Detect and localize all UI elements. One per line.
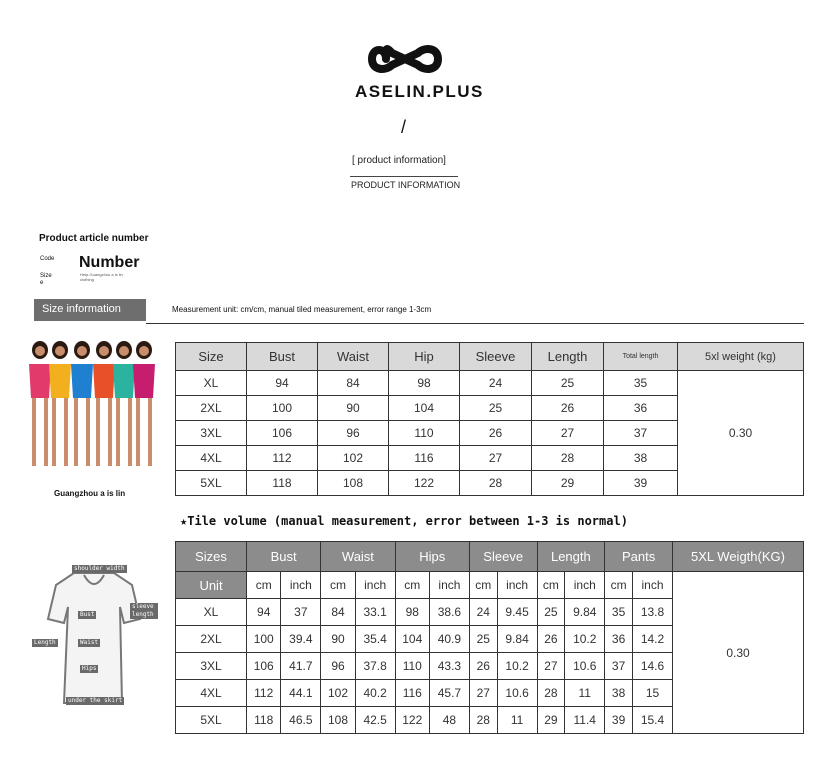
table-cell: 110: [395, 653, 429, 680]
table-cell: 25: [537, 599, 565, 626]
unit-cell: inch: [497, 572, 537, 599]
models-photo: [26, 336, 166, 476]
table-cell: 98: [395, 599, 429, 626]
brand-name: ASELIN.PLUS: [355, 82, 484, 101]
table-cell: 84: [321, 599, 355, 626]
size-label: Size e: [40, 273, 52, 286]
table-cell: 29: [537, 707, 565, 734]
table-cell: 5XL: [176, 471, 247, 496]
table-cell: 40.2: [355, 680, 395, 707]
table-cell: 38: [605, 680, 633, 707]
header-cell: Hip: [389, 343, 460, 371]
table-cell: 25: [532, 371, 604, 396]
table-cell: 36: [605, 626, 633, 653]
table-cell: 110: [389, 421, 460, 446]
table-cell: 104: [389, 396, 460, 421]
label-bust: Bust: [80, 611, 95, 618]
table-cell: 102: [321, 680, 355, 707]
table-cell: 37: [604, 421, 678, 446]
table-cell: 37.8: [355, 653, 395, 680]
table-cell: 28: [469, 707, 497, 734]
table-cell: 9.45: [497, 599, 537, 626]
table-cell: 106: [247, 653, 281, 680]
product-info-upper: PRODUCT INFORMATION: [351, 180, 461, 190]
table-cell: 24: [460, 371, 532, 396]
unit-cell: cm: [247, 572, 281, 599]
table-cell: 10.6: [497, 680, 537, 707]
table-cell: 122: [395, 707, 429, 734]
table-cell: 27: [532, 421, 604, 446]
model-figure: [113, 341, 135, 466]
code-label: Code: [40, 256, 55, 262]
table-cell: 28: [460, 471, 532, 496]
table-cell: 26: [537, 626, 565, 653]
table-cell: 84: [318, 371, 389, 396]
table-cell: 98: [389, 371, 460, 396]
table-cell: 25: [460, 396, 532, 421]
table-cell: 40.9: [429, 626, 469, 653]
divider: [350, 176, 458, 177]
model-figure: [71, 341, 93, 466]
unit-cell: cm: [469, 572, 497, 599]
header-cell: Sleeve: [469, 542, 537, 572]
header-cell: Total length: [604, 343, 678, 371]
header-cell: Waist: [321, 542, 395, 572]
header-cell: Sizes: [176, 542, 247, 572]
table-cell: 94: [247, 599, 281, 626]
table-cell: 35: [605, 599, 633, 626]
size-info-label: Size information: [34, 299, 146, 321]
table-cell: 14.6: [633, 653, 673, 680]
table-cell: 26: [469, 653, 497, 680]
unit-row: [176, 572, 804, 599]
table-cell: 90: [321, 626, 355, 653]
table-cell: 10.6: [565, 653, 605, 680]
weight-cell: 0.30: [673, 572, 804, 734]
table-cell: 112: [247, 680, 281, 707]
table-cell: 13.8: [633, 599, 673, 626]
table-cell: XL: [176, 371, 247, 396]
model-figure: [93, 341, 115, 466]
infinity-logo-icon: [366, 40, 444, 78]
label-length: Length: [34, 639, 56, 646]
table-cell: 24: [469, 599, 497, 626]
table-cell: 29: [532, 471, 604, 496]
table-cell: 26: [460, 421, 532, 446]
table-cell: 108: [318, 471, 389, 496]
table-cell: 116: [389, 446, 460, 471]
table-cell: 90: [318, 396, 389, 421]
table-cell: 102: [318, 446, 389, 471]
header-cell: Bust: [247, 343, 318, 371]
table-cell: 2XL: [176, 396, 247, 421]
divider: [146, 323, 804, 324]
model-figure: [29, 341, 51, 466]
table-cell: 28: [532, 446, 604, 471]
size-table-1: [175, 342, 804, 496]
table-cell: 96: [318, 421, 389, 446]
label-hips: Hips: [82, 665, 97, 672]
brand-slash: /: [401, 117, 407, 137]
table-cell: 25: [469, 626, 497, 653]
table-cell: 35.4: [355, 626, 395, 653]
table-cell: 36: [604, 396, 678, 421]
measurement-diagram: [22, 563, 166, 713]
table-row: [176, 371, 804, 396]
table-cell: 41.7: [281, 653, 321, 680]
dress-outline-icon: [22, 563, 166, 713]
table-cell: 2XL: [176, 626, 247, 653]
table-cell: 26: [532, 396, 604, 421]
table-cell: 38.6: [429, 599, 469, 626]
table-cell: 48: [429, 707, 469, 734]
header-cell: Length: [532, 343, 604, 371]
table-cell: 104: [395, 626, 429, 653]
table-cell: 37: [281, 599, 321, 626]
table-cell: 94: [247, 371, 318, 396]
measurement-note: Measurement unit: cm/cm, manual tiled measurement, error range 1-3cm: [172, 305, 432, 314]
table-cell: 108: [321, 707, 355, 734]
table-cell: 39: [605, 707, 633, 734]
table-cell: 44.1: [281, 680, 321, 707]
table-cell: 37: [605, 653, 633, 680]
table-cell: 28: [537, 680, 565, 707]
table-cell: XL: [176, 599, 247, 626]
table-cell: 39: [604, 471, 678, 496]
header-cell: Bust: [247, 542, 321, 572]
table-cell: 4XL: [176, 446, 247, 471]
table-cell: 15: [633, 680, 673, 707]
header-cell: Pants: [605, 542, 673, 572]
header-cell: Hips: [395, 542, 469, 572]
table-cell: 39.4: [281, 626, 321, 653]
article-sub: Help-Guangzhou a is lin clothing: [80, 272, 123, 282]
table-cell: 43.3: [429, 653, 469, 680]
table-cell: 9.84: [497, 626, 537, 653]
table-cell: 10.2: [497, 653, 537, 680]
label-waist: Waist: [80, 639, 99, 646]
label-sleeve: sleeve length: [130, 603, 158, 619]
size-table-2: [175, 541, 804, 734]
table-cell: 38: [604, 446, 678, 471]
table-cell: 100: [247, 626, 281, 653]
table-cell: 116: [395, 680, 429, 707]
label-shoulder: shoulder width: [74, 565, 125, 572]
table-cell: 11: [565, 680, 605, 707]
table-cell: 27: [537, 653, 565, 680]
table-cell: 11.4: [565, 707, 605, 734]
article-number: Number: [79, 254, 140, 271]
table-cell: 3XL: [176, 421, 247, 446]
unit-cell: inch: [281, 572, 321, 599]
table-cell: 27: [469, 680, 497, 707]
table-cell: 106: [247, 421, 318, 446]
header-cell: Sleeve: [460, 343, 532, 371]
label-skirt: under the skirt: [68, 697, 123, 704]
header-cell: 5xl weight (kg): [678, 343, 804, 371]
table-cell: 118: [247, 707, 281, 734]
table-cell: 9.84: [565, 599, 605, 626]
table-cell: 118: [247, 471, 318, 496]
unit-cell: inch: [633, 572, 673, 599]
model-figure: [133, 341, 155, 466]
table-cell: 4XL: [176, 680, 247, 707]
table-cell: 42.5: [355, 707, 395, 734]
model-figure: [49, 341, 71, 466]
table-cell: 10.2: [565, 626, 605, 653]
table-cell: 100: [247, 396, 318, 421]
header-cell: Length: [537, 542, 605, 572]
table-cell: 96: [321, 653, 355, 680]
table-cell: 33.1: [355, 599, 395, 626]
header-cell: Waist: [318, 343, 389, 371]
table-cell: 122: [389, 471, 460, 496]
unit-cell: cm: [537, 572, 565, 599]
table-cell: 27: [460, 446, 532, 471]
header-cell: 5XL Weigth(KG): [673, 542, 804, 572]
unit-cell: inch: [355, 572, 395, 599]
table-cell: 46.5: [281, 707, 321, 734]
table-cell: 15.4: [633, 707, 673, 734]
table-cell: 11: [497, 707, 537, 734]
table-cell: 112: [247, 446, 318, 471]
unit-cell: inch: [565, 572, 605, 599]
product-info-label: [ product information]: [352, 155, 446, 166]
header-cell: Size: [176, 343, 247, 371]
unit-cell: cm: [605, 572, 633, 599]
unit-cell: cm: [395, 572, 429, 599]
table-header-row: [176, 343, 804, 371]
photo-caption: Guangzhou a is lin: [54, 489, 126, 498]
article-title: Product article number: [39, 233, 149, 244]
weight-cell: 0.30: [678, 371, 804, 496]
table-cell: 5XL: [176, 707, 247, 734]
unit-cell: cm: [321, 572, 355, 599]
tile-volume-note: ★Tile volume (manual measurement, error between 1-3 is normal): [180, 514, 628, 528]
table-cell: 45.7: [429, 680, 469, 707]
table-cell: 14.2: [633, 626, 673, 653]
table-header-row: [176, 542, 804, 572]
unit-label: Unit: [176, 572, 247, 599]
table-cell: 3XL: [176, 653, 247, 680]
unit-cell: inch: [429, 572, 469, 599]
table-cell: 35: [604, 371, 678, 396]
